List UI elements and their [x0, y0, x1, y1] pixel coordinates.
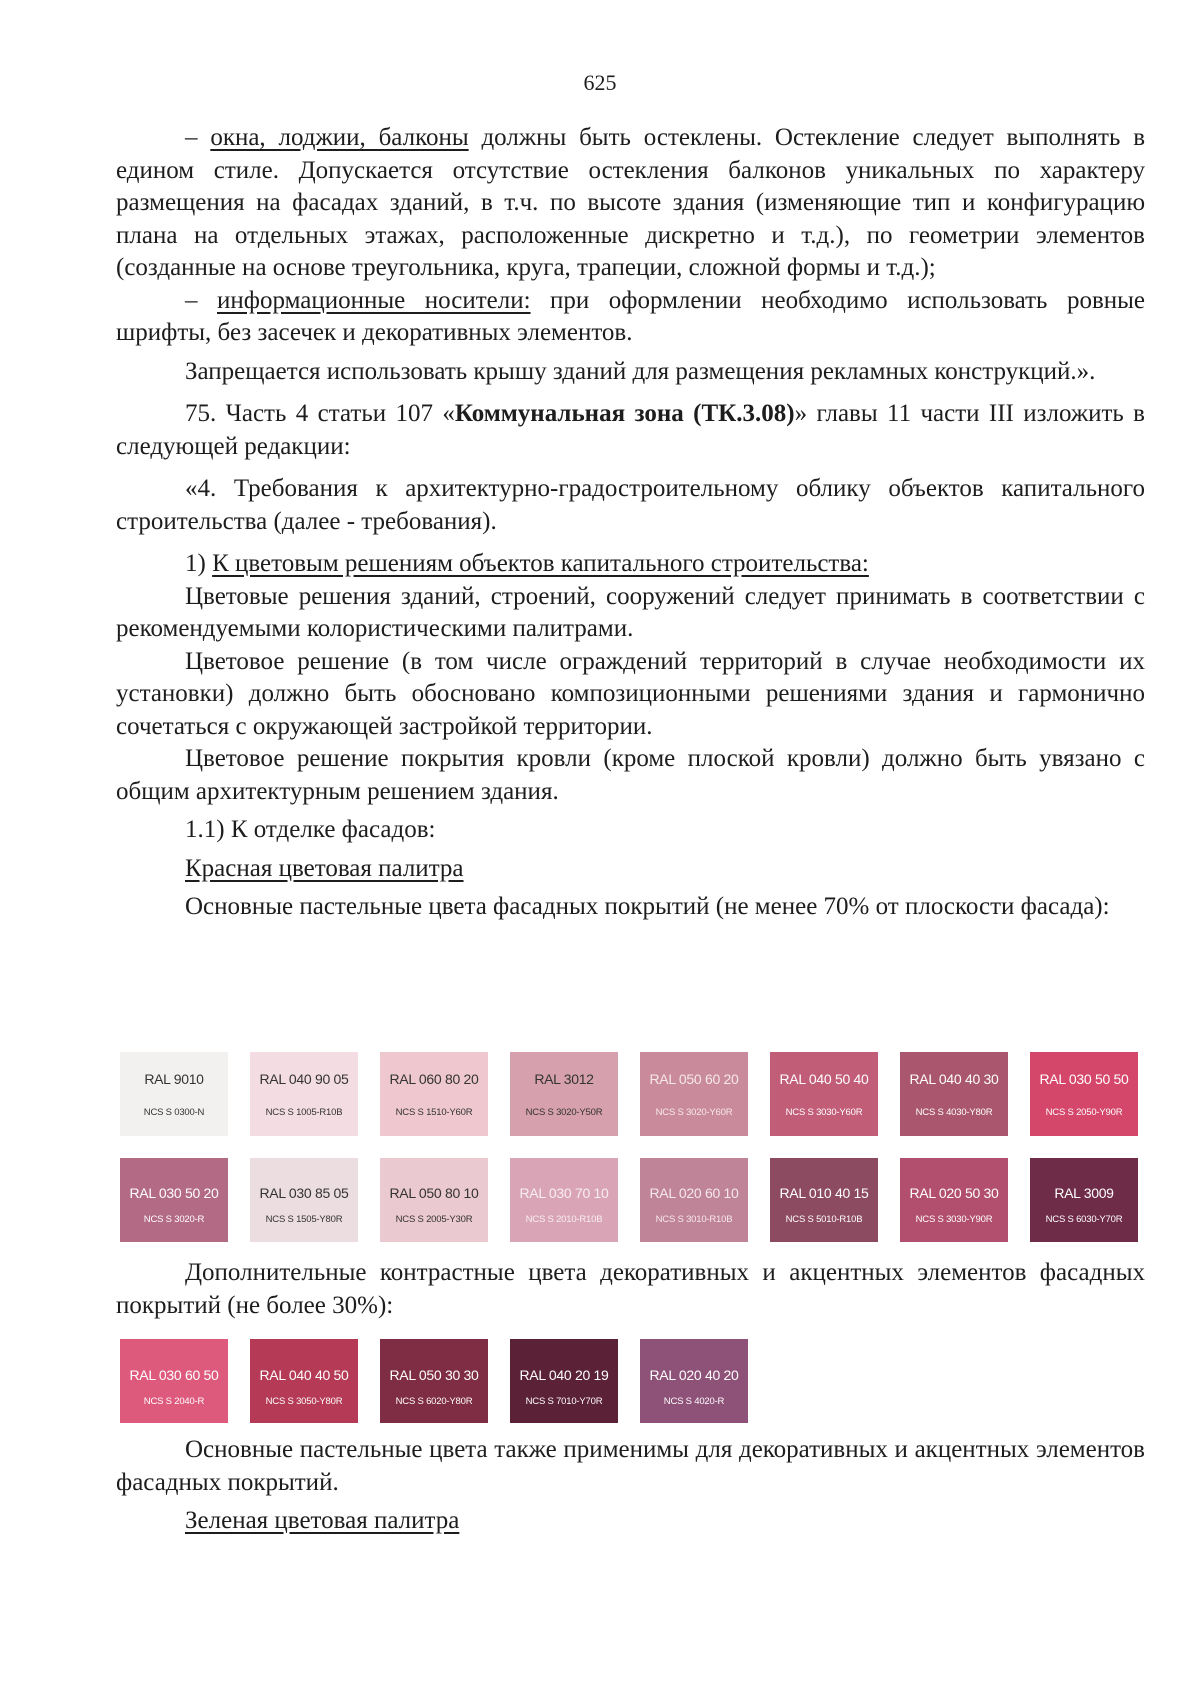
color-swatch — [250, 1158, 358, 1242]
swatch-ral-code: RAL 060 80 20 — [389, 1071, 479, 1087]
paragraph-roof-ads: Запрещается использовать крышу зданий для размещения рекламных конструкций.». — [185, 357, 1096, 385]
paragraph-color-heading: 1) К цветовым решениям объектов капитального строительства: — [185, 550, 869, 577]
swatch-ncs-code: NCS S 3030-Y90R — [915, 1214, 993, 1225]
swatch-ncs-code: NCS S 2005-Y30R — [395, 1214, 473, 1225]
text-block-1 — [116, 122, 1145, 924]
swatch-ral-code: RAL 030 50 50 — [1039, 1071, 1129, 1087]
swatch-ral-code: RAL 050 80 10 — [389, 1185, 479, 1201]
swatch-ncs-code: NCS S 5010-R10B — [785, 1214, 863, 1225]
swatch-ncs-code: NCS S 2050-Y90R — [1045, 1107, 1123, 1118]
paragraph-main-pastel: Основные пастельные цвета фасадных покрытий (не менее 70% от плоскости фасада): — [185, 893, 1110, 920]
swatch-ncs-code: NCS S 1005-R10B — [265, 1107, 343, 1118]
paragraph-info-carriers: – информационные носители: при оформлении необходимо использовать ровные шрифты, без засечек и декоративных элементов. — [116, 286, 1146, 346]
swatch-ncs-code: NCS S 2010-R10B — [525, 1214, 603, 1225]
swatch-ral-code: RAL 3012 — [534, 1071, 594, 1087]
swatch-ncs-code: NCS S 7010-Y70R — [525, 1396, 603, 1407]
color-swatch — [770, 1158, 878, 1242]
color-swatch — [380, 1052, 488, 1136]
color-swatch — [770, 1052, 878, 1136]
color-swatch — [380, 1339, 488, 1423]
color-swatch — [250, 1339, 358, 1423]
swatch-ral-code: RAL 3009 — [1054, 1185, 1114, 1201]
paragraph-article-107: 75. Часть 4 статьи 107 «Коммунальная зона (ТК.3.08)» главы 11 части III изложить в следующей редакции: — [116, 400, 1145, 460]
paragraph-roof-color: Цветовое решение покрытия кровли (кроме плоской кровли) должно быть увязано с общим архитектурным решением здания. — [116, 745, 1145, 805]
color-swatch — [900, 1052, 1008, 1136]
swatch-ral-code: RAL 030 60 50 — [129, 1367, 219, 1383]
swatch-ral-code: RAL 050 60 20 — [649, 1071, 739, 1087]
swatch-ncs-code: NCS S 3030-Y60R — [785, 1107, 863, 1118]
swatch-ral-code: RAL 020 50 30 — [909, 1185, 999, 1201]
color-swatch — [510, 1052, 618, 1136]
paragraph-windows: – окна, лоджии, балконы должны быть остеклены. Остекление следует выполнять в едином стиле. Допускается отсутствие остекления балконов уникальных по характеру размещения на фасадах зданий, в т.ч. по высоте здания (изменяющие тип и конфигурацию плана на отдельных этажах, расположенные дискретно и т.д.), по геометрии элементов (созданные на основе треугольника, круга, трапеции, сложной формы и т.д.); — [116, 124, 1145, 281]
swatch-ral-code: RAL 040 40 30 — [909, 1071, 999, 1087]
color-swatch — [120, 1339, 228, 1423]
color-swatch — [640, 1052, 748, 1136]
swatch-ncs-code: NCS S 3050-Y80R — [265, 1396, 343, 1407]
swatch-ncs-code: NCS S 0300-N — [143, 1107, 205, 1118]
swatch-ncs-code: NCS S 6020-Y80R — [395, 1396, 473, 1407]
text-block-2 — [116, 1257, 1145, 1322]
swatch-ral-code: RAL 020 40 20 — [649, 1367, 739, 1383]
color-swatch — [640, 1339, 748, 1423]
swatch-ncs-code: NCS S 4030-Y80R — [915, 1107, 993, 1118]
swatch-ncs-code: NCS S 3020-Y50R — [525, 1107, 603, 1118]
color-swatch — [640, 1158, 748, 1242]
paragraph-pastel-applicable: Основные пастельные цвета также применимы для декоративных и акцентных элементов фасадных покрытий. — [116, 1436, 1145, 1496]
heading-red-palette: Красная цветовая палитра — [185, 854, 464, 882]
swatch-ral-code: RAL 040 90 05 — [259, 1071, 349, 1087]
swatch-ral-code: RAL 010 40 15 — [779, 1185, 869, 1201]
text-block-3 — [116, 1434, 1145, 1538]
color-swatch — [510, 1339, 618, 1423]
color-swatch — [380, 1158, 488, 1242]
swatch-ral-code: RAL 9010 — [144, 1071, 204, 1087]
color-swatch — [900, 1158, 1008, 1242]
color-swatch — [250, 1052, 358, 1136]
color-swatch — [120, 1052, 228, 1136]
swatch-ncs-code: NCS S 3020-R — [143, 1214, 205, 1225]
swatch-ncs-code: NCS S 4020-R — [663, 1396, 725, 1407]
paragraph-color-solutions: Цветовые решения зданий, строений, сооружений следует принимать в соответствии с рекомендуемыми колористическими палитрами. — [116, 582, 1145, 642]
heading-green-palette: Зеленая цветовая палитра — [185, 1507, 460, 1534]
page-number: 625 — [583, 70, 617, 95]
swatch-ncs-code: NCS S 1505-Y80R — [265, 1214, 343, 1225]
swatch-ncs-code: NCS S 3010-R10B — [655, 1214, 733, 1225]
swatch-ncs-code: NCS S 1510-Y60R — [395, 1107, 473, 1118]
swatch-ral-code: RAL 020 60 10 — [649, 1185, 739, 1201]
color-swatch — [510, 1158, 618, 1242]
swatch-ncs-code: NCS S 6030-Y70R — [1045, 1214, 1123, 1225]
swatch-ral-code: RAL 030 50 20 — [129, 1185, 219, 1201]
swatch-ral-code: RAL 030 70 10 — [519, 1185, 609, 1201]
swatch-ral-code: RAL 050 30 30 — [389, 1367, 479, 1383]
swatch-ral-code: RAL 040 20 19 — [519, 1367, 609, 1383]
paragraph-facade-finish: 1.1) К отделке фасадов: — [185, 816, 436, 843]
swatch-ral-code: RAL 040 40 50 — [259, 1367, 349, 1383]
paragraph-color-fences: Цветовое решение (в том числе ограждений территорий в случае необходимости их установки) должно быть обосновано композиционными решениями здания и гармонично сочетаться с окружающей застройкой территории. — [116, 647, 1145, 740]
paragraph-contrast-colors: Дополнительные контрастные цвета декоративных и акцентных элементов фасадных покрытий (не более 30%): — [116, 1259, 1145, 1319]
swatch-ral-code: RAL 040 50 40 — [779, 1071, 869, 1087]
paragraph-requirements: «4. Требования к архитектурно-градостроительному облику объектов капитального строительства (далее - требования). — [116, 475, 1145, 535]
swatch-ral-code: RAL 030 85 05 — [259, 1185, 349, 1201]
swatch-ncs-code: NCS S 2040-R — [143, 1396, 205, 1407]
color-swatch — [1030, 1158, 1138, 1242]
color-swatch — [1030, 1052, 1138, 1136]
swatch-ncs-code: NCS S 3020-Y60R — [655, 1107, 733, 1118]
color-swatch — [120, 1158, 228, 1242]
